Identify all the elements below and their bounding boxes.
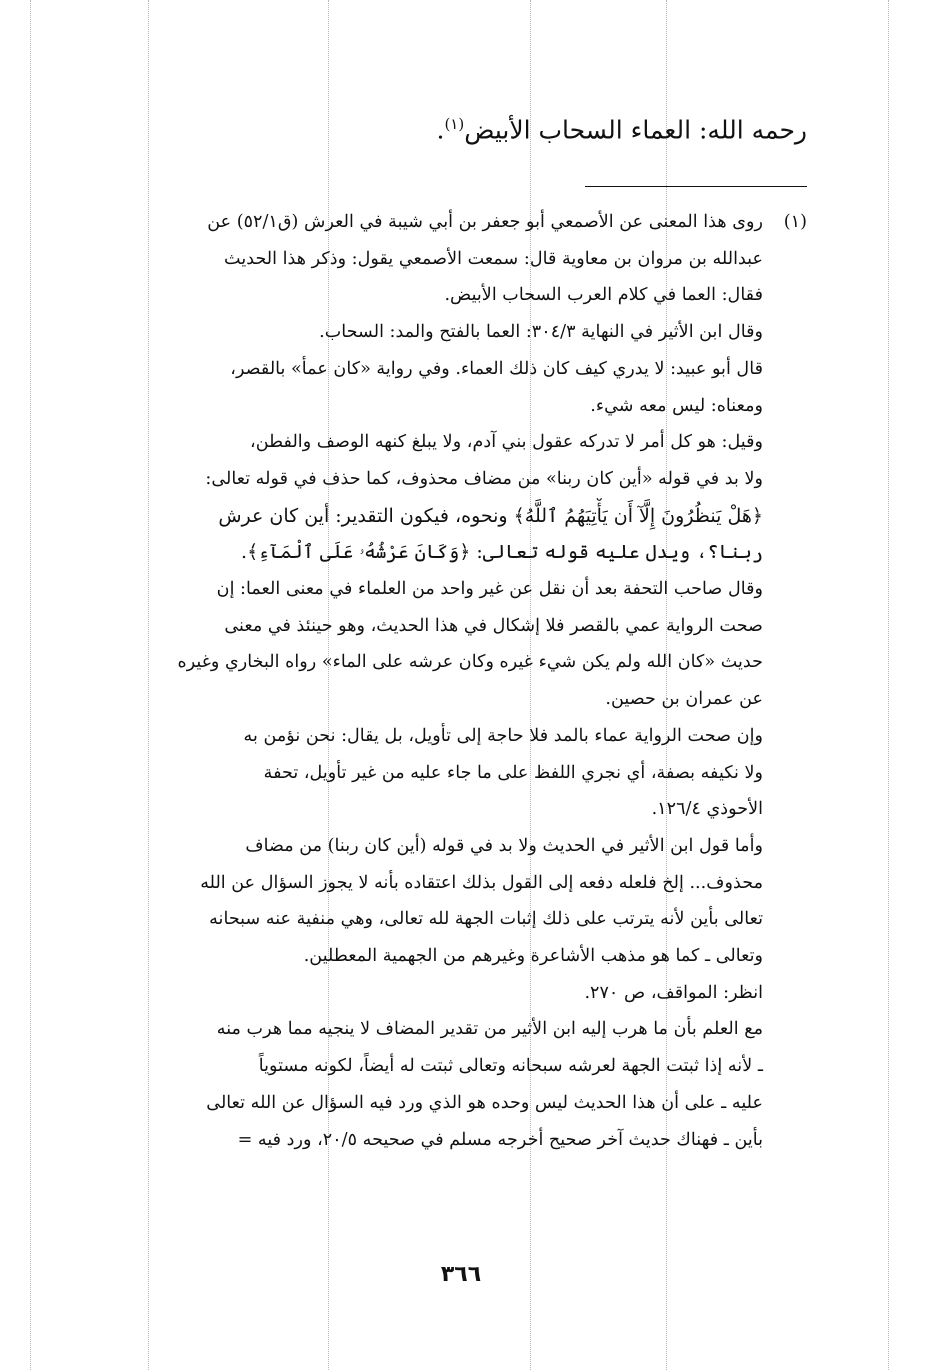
footnote-line: عبدالله بن مروان بن معاوية قال: سمعت الأصمعي يقول: وذكر هذا الحديث xyxy=(224,248,763,269)
footnote-line: روى هذا المعنى عن الأصمعي أبو جعفر بن أبي شيبة في العرش (ق٥٢/١) عن xyxy=(207,212,763,232)
footnote-line: عليه ـ على أن هذا الحديث ليس وحده هو الذي ورد فيه السؤال عن الله تعالى xyxy=(206,1092,763,1113)
footnote-line: قال أبو عبيد: لا يدري كيف كان ذلك العماء. وفي رواية «كان عمأ» بالقصر، xyxy=(230,358,763,379)
footnote-line: وإن صحت الرواية عماء بالمد فلا حاجة إلى تأويل، بل يقال: نحن نؤمن به xyxy=(243,725,763,746)
footnote-line: وقال ابن الأثير في النهاية ٣٠٤/٣: العما بالفتح والمد: السحاب. xyxy=(319,322,763,343)
margin-guide-line xyxy=(888,0,889,1370)
footnote-number: (١) xyxy=(783,212,807,232)
footnote-line: عن عمران بن حصين. xyxy=(605,689,763,710)
footnote-line: ولا نكيفه بصفة، أي نجري اللفظ على ما جاء عليه من غير تأويل، تحفة xyxy=(263,762,763,783)
footnote-line: الأحوذي ١٢٦/٤. xyxy=(651,799,763,820)
page-body xyxy=(115,0,807,1370)
footnote-line: صحت الرواية عمي بالقصر فلا إشكال في هذا الحديث، وهو حينئذ في معنى xyxy=(224,615,763,636)
footnote-line: فقال: العما في كلام العرب السحاب الأبيض. xyxy=(444,285,763,306)
footnote-line: ولا بد في قوله «أين كان ربنا» من مضاف محذوف، كما حذف في قوله تعالى: xyxy=(205,468,763,489)
footnote-line: ـ لأنه إذا ثبتت الجهة لعرشه سبحانه وتعالى ثبتت له أيضاً، لكونه مستوياً xyxy=(258,1056,763,1077)
footnote-line: تعالى بأين لأنه يترتب على ذلك إثبات الجهة لله تعالى، وهي منفية عنه سبحانه xyxy=(209,909,763,930)
main-text-line xyxy=(115,104,807,150)
footnote-line: بأين ـ فهناك حديث آخر صحيح أخرجه مسلم في صحيحه ٢٠/٥، ورد فيه = xyxy=(237,1129,763,1150)
footnote-line: محذوف... إلخ فلعله دفعه إلى القول بذلك اعتقاده بأنه لا يجوز السؤال عن الله xyxy=(200,872,763,893)
footnote-reference: (١) xyxy=(444,115,465,133)
footnote-line: وقيل: هو كل أمر لا تدركه عقول بني آدم، ولا يبلغ كنهه الوصف والفطن، xyxy=(250,432,763,453)
footnote-line: انظر: المواقف، ص ٢٧٠. xyxy=(584,982,763,1003)
page-number: ٣٦٦ xyxy=(440,1262,482,1287)
footnote-quran-line: ﴿هَلْ يَنظُرُونَ إِلَّآ أَن يَأْتِيَهُمُ ٱللَّهُ﴾ ونحوه، فيكون التقدير: أين كان عرش xyxy=(218,504,763,527)
footnote-line: وقال صاحب التحفة بعد أن نقل عن غير واحد من العلماء في معنى العما: إن xyxy=(216,579,763,600)
main-text: رحمه الله: العماء السحاب الأبيض xyxy=(464,115,807,145)
footnote-line: مع العلم بأن ما هرب إليه ابن الأثير من تقدير المضاف لا ينجيه مما هرب منه xyxy=(216,1019,763,1040)
footnote-line: ومعناه: ليس معه شيء. xyxy=(590,395,763,416)
footnote-line: وأما قول ابن الأثير في الحديث ولا بد في قوله (أين كان ربنا) من مضاف xyxy=(245,835,763,856)
main-text-end: . xyxy=(436,115,445,145)
footnote-block xyxy=(115,204,807,1158)
footnote-quran-line: ربنا؟، ويدل عليه قوله تعالى: ﴿وَكَانَ عَرْشُهُۥ عَلَى ٱلْمَآءِ﴾. xyxy=(241,541,763,564)
footnote-separator xyxy=(585,186,807,187)
margin-guide-line xyxy=(30,0,31,1370)
footnote-line: حديث «كان الله ولم يكن شيء غيره وكان عرشه على الماء» رواه البخاري وغيره xyxy=(177,652,763,673)
footnote-line: وتعالى ـ كما هو مذهب الأشاعرة وغيرهم من الجهمية المعطلين. xyxy=(303,946,763,967)
